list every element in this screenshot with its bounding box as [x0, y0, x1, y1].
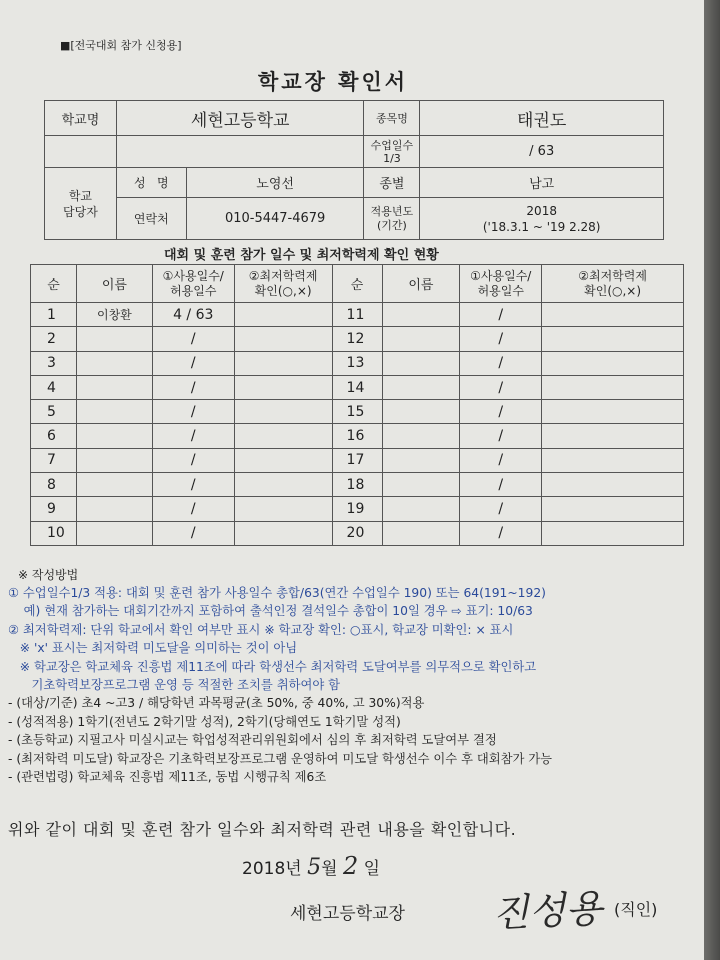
- manager-table: [44, 167, 664, 240]
- row-days-right: /: [460, 303, 542, 327]
- row-academic: [234, 473, 332, 497]
- table-row: [31, 400, 684, 424]
- note-line: 기초학력보장프로그램 운영 등 적절한 조치를 취하여야 함: [8, 678, 340, 692]
- row-name: [76, 424, 152, 448]
- table-row: [31, 448, 684, 472]
- period-range: ('18.3.1 ~ '19 2.28): [482, 219, 601, 234]
- row-no-right: 11: [332, 303, 382, 327]
- manager-label-line2: 담당자: [63, 204, 98, 219]
- participation-table: [30, 264, 684, 546]
- row-no-right: 19: [332, 497, 382, 521]
- date-month-unit: 월: [321, 859, 338, 879]
- year-number: 2018: [526, 203, 557, 218]
- name-label: 성 명: [116, 168, 186, 198]
- background-edge: [704, 0, 720, 960]
- table-row: [31, 351, 684, 375]
- row-days-right: /: [460, 351, 542, 375]
- row-days-right: /: [460, 473, 542, 497]
- table-row: [31, 497, 684, 521]
- row-days-right: /: [460, 497, 542, 521]
- category-value: 남고: [420, 168, 664, 198]
- date-day-unit: 일: [363, 859, 381, 879]
- header-days-right-line1: ①사용일수/: [470, 268, 532, 283]
- row-no: 1: [31, 303, 77, 327]
- row-days-right: /: [460, 521, 542, 545]
- note-line: - (관련법령) 학교체육 진흥법 제11조, 동법 시행규칙 제6조: [8, 770, 327, 784]
- method-title: ※ 작성방법: [18, 568, 79, 582]
- school-value: 세현고등학교: [116, 101, 364, 136]
- row-no: 9: [31, 497, 77, 521]
- signature: 진성용: [491, 886, 604, 936]
- row-name: [76, 497, 152, 521]
- header-academic-right: [542, 265, 684, 303]
- row-academic: [234, 303, 332, 327]
- row-days: /: [152, 327, 234, 351]
- row-name: [76, 327, 152, 351]
- row-name-right: [382, 327, 460, 351]
- seal-label: (직인): [614, 900, 658, 919]
- year-value: [420, 198, 664, 240]
- row-no: 3: [31, 351, 77, 375]
- table-row: [31, 473, 684, 497]
- row-name-right: [382, 375, 460, 399]
- header-name-right: 이름: [382, 265, 460, 303]
- info-table: [44, 100, 664, 168]
- principal-name: 세현고등학교장: [290, 904, 405, 924]
- year-label-line1: 적용년도: [370, 204, 414, 218]
- row-academic-right: [542, 327, 684, 351]
- row-academic-right: [542, 521, 684, 545]
- header-no: 순: [31, 265, 77, 303]
- row-no-right: 16: [332, 424, 382, 448]
- row-days: /: [152, 497, 234, 521]
- table-header-row: [31, 265, 684, 303]
- header-academic-right-line2: 확인(○,×): [584, 283, 642, 298]
- row-days: /: [152, 473, 234, 497]
- row-academic: [234, 521, 332, 545]
- header-no-right: 순: [332, 265, 382, 303]
- row-name-right: [382, 448, 460, 472]
- row-name: [76, 521, 152, 545]
- manager-label: [45, 168, 117, 240]
- row-academic: [234, 375, 332, 399]
- header-days-line2: 허용일수: [170, 283, 217, 298]
- row-name-right: [382, 351, 460, 375]
- row-academic: [234, 351, 332, 375]
- page-title: 학교장 확인서: [258, 70, 409, 94]
- row-days-right: /: [460, 424, 542, 448]
- row-academic-right: [542, 497, 684, 521]
- row-days: 4 / 63: [152, 303, 234, 327]
- row-academic: [234, 327, 332, 351]
- row-days: /: [152, 521, 234, 545]
- form-label: ■[전국대회 참가 신청용]: [60, 39, 182, 52]
- row-days: /: [152, 448, 234, 472]
- row-no-right: 18: [332, 473, 382, 497]
- table-row: [31, 327, 684, 351]
- table-row: [31, 375, 684, 399]
- header-days: [152, 265, 234, 303]
- row-no-right: 15: [332, 400, 382, 424]
- header-academic-right-line1: ②최저학력제: [578, 268, 647, 283]
- header-days-line1: ①사용일수/: [162, 268, 224, 283]
- header-name: 이름: [76, 265, 152, 303]
- row-days: /: [152, 400, 234, 424]
- row-academic-right: [542, 351, 684, 375]
- note-line: - (초등학교) 지필고사 미실시교는 학업성적관리위원회에서 심의 후 최저학력 도달여부 결정: [8, 733, 497, 748]
- row-name-right: [382, 303, 460, 327]
- note-line: ※ 학교장은 학교체육 진흥법 제11조에 따라 학생선수 최저학력 도달여부를 의무적으로 확인하고: [8, 659, 537, 674]
- row-days: /: [152, 375, 234, 399]
- note-line: ② 최저학력제: 단위 학교에서 확인 여부만 표시 ※ 학교장 확인: ○표시, 학교장 미확인: × 표시: [8, 622, 514, 637]
- date-day: 2: [342, 852, 359, 880]
- manager-label-line1: 학교: [68, 188, 93, 203]
- row-days: /: [152, 424, 234, 448]
- days-value: / 63: [420, 136, 664, 168]
- contact-label: 연락처: [116, 198, 186, 240]
- section-title: 대회 및 훈련 참가 일수 및 최저학력제 확인 현황: [164, 248, 439, 263]
- sport-label: 종목명: [364, 101, 420, 136]
- row-no-right: 17: [332, 448, 382, 472]
- table-row: [31, 303, 684, 327]
- row-name-right: [382, 424, 460, 448]
- row-academic-right: [542, 400, 684, 424]
- row-no: 7: [31, 448, 77, 472]
- name-value: 노영선: [186, 168, 364, 198]
- row-days-right: /: [460, 448, 542, 472]
- note-line: 예) 현재 참가하는 대회기간까지 포함하여 출석인정 결석일수 총합이 10일 경우 ⇨ 표기: 10/63: [8, 604, 533, 619]
- note-line: - (최저학력 미도달) 학교장은 기초학력보장프로그램 운영하여 미도달 학생선수 이수 후 대회참가 가능: [8, 751, 553, 766]
- row-no: 6: [31, 424, 77, 448]
- row-name: [76, 351, 152, 375]
- row-academic-right: [542, 303, 684, 327]
- row-days-right: /: [460, 375, 542, 399]
- sport-value: 태권도: [420, 101, 664, 136]
- row-name-right: [382, 473, 460, 497]
- row-no-right: 14: [332, 375, 382, 399]
- row-no: 8: [31, 473, 77, 497]
- row-days: /: [152, 351, 234, 375]
- contact-value: 010-5447-4679: [186, 198, 364, 240]
- row-academic-right: [542, 424, 684, 448]
- note-line: ① 수업일수1/3 적용: 대회 및 훈련 참가 사용일수 총합/63(연간 수업일수 190) 또는 64(191~192): [8, 586, 546, 600]
- days-label-line1: 수업일수: [370, 138, 414, 152]
- year-label-line2: (기간): [377, 218, 407, 232]
- row-no: 10: [31, 521, 77, 545]
- days-label-line2: 1/3: [383, 151, 401, 165]
- row-name-right: [382, 400, 460, 424]
- category-label: 종별: [364, 168, 420, 198]
- row-academic-right: [542, 375, 684, 399]
- header-academic-line1: ②최저학력제: [248, 268, 318, 283]
- year-label: [364, 198, 420, 240]
- row-name: 이창환: [76, 303, 152, 327]
- days-label: [364, 136, 420, 168]
- row-no: 2: [31, 327, 77, 351]
- row-name: [76, 473, 152, 497]
- note-line: - (대상/기준) 초4 ~고3 / 해당학년 과목평균(초 50%, 중 40%, 고 30%)적용: [8, 696, 425, 711]
- row-no-right: 20: [332, 521, 382, 545]
- row-name-right: [382, 497, 460, 521]
- table-row: [31, 424, 684, 448]
- row-academic-right: [542, 473, 684, 497]
- header-days-right-line2: 허용일수: [477, 283, 524, 298]
- row-name: [76, 375, 152, 399]
- row-name-right: [382, 521, 460, 545]
- header-academic-line2: 확인(○,×): [254, 283, 312, 298]
- note-line: ※ 'x' 표시는 최저학력 미도달을 의미하는 것이 아님: [8, 641, 298, 656]
- row-no-right: 12: [332, 327, 382, 351]
- row-academic-right: [542, 448, 684, 472]
- row-academic: [234, 424, 332, 448]
- row-no: 5: [31, 400, 77, 424]
- confirm-sentence: 위와 같이 대회 및 훈련 참가 일수와 최저학력 관련 내용을 확인합니다.: [8, 820, 517, 839]
- school-label: 학교명: [45, 101, 117, 136]
- row-no-right: 13: [332, 351, 382, 375]
- table-row: [31, 521, 684, 545]
- row-name: [76, 448, 152, 472]
- row-days-right: /: [460, 327, 542, 351]
- row-academic: [234, 400, 332, 424]
- date-year: 2018년: [242, 859, 302, 879]
- date-month: 5: [307, 855, 322, 880]
- row-no: 4: [31, 375, 77, 399]
- note-line: - (성적적용) 1학기(전년도 2학기말 성적), 2학기(당해연도 1학기말 성적): [8, 714, 401, 729]
- header-days-right: [460, 265, 542, 303]
- header-academic: [234, 265, 332, 303]
- row-academic: [234, 497, 332, 521]
- row-name: [76, 400, 152, 424]
- row-days-right: /: [460, 400, 542, 424]
- row-academic: [234, 448, 332, 472]
- date-line: [242, 852, 380, 880]
